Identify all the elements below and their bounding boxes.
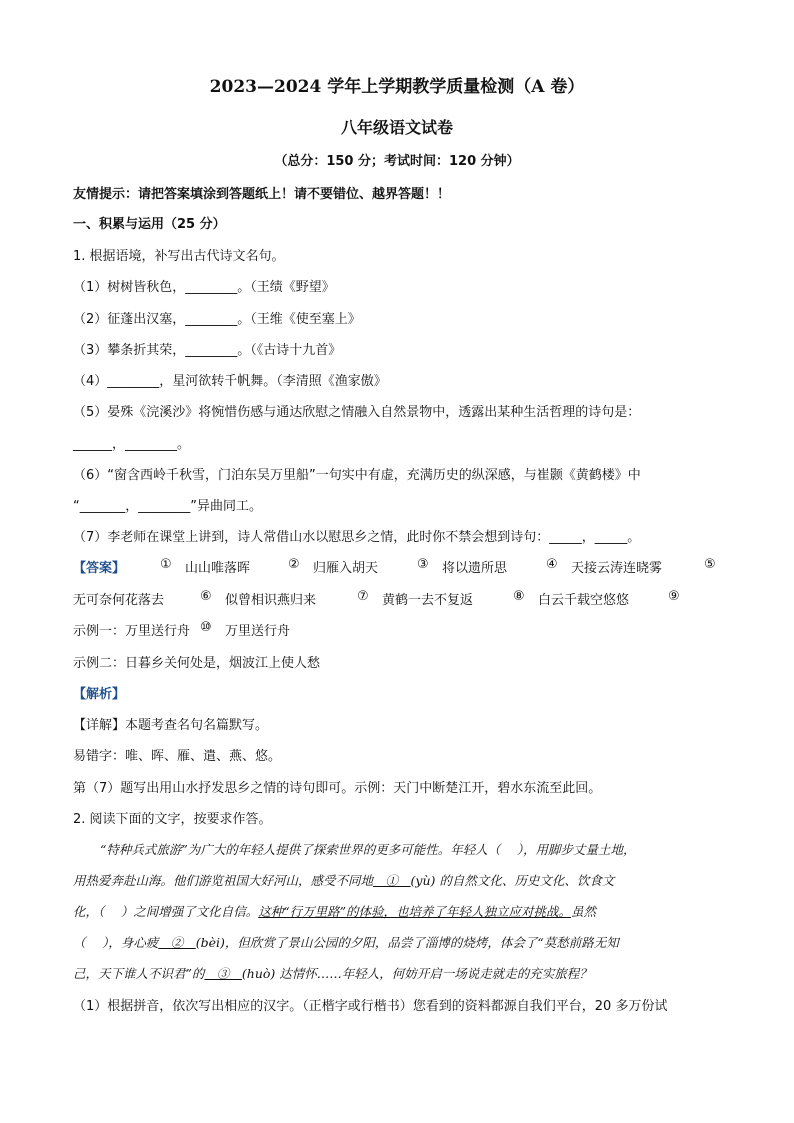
friendly-tip: 友情提示：请把答案填涂到答题纸上！请不要错位、越界答题！！ [73,187,451,202]
passage-text: （ ），身心疲 [73,935,159,950]
question-1-item: “_______，________”异曲同工。 [73,499,262,514]
answer-number: ② [288,557,300,572]
answer-text: 山山唯落晖 [185,561,251,576]
analysis-label: 【解析】 [73,687,126,702]
answer-text: 万里送行舟 [225,624,291,639]
passage-text: (huò) 达情怀……年轻人，何妨开启一场说走就走的充实旅程？ [241,966,592,981]
question-1-item: （3）攀条折其荣，________。（《古诗十九首》 [73,343,342,358]
answer-text: 无可奈何花落去 [73,593,165,608]
question-1-stem: 1. 根据语境，补写出古代诗文名句。 [73,249,285,264]
answer-number: ⑦ [357,589,369,604]
answer-number: ⑤ [704,557,716,572]
section-heading: 一、积累与运用（25 分） [73,217,226,232]
passage-text: 化，（ ）之间增强了文化自信。 [73,904,259,919]
passage-text: (yù) 的自然文化、历史文化、饮食文 [410,873,615,888]
question-1-item: ______，________。 [73,437,191,452]
answer-text: 归雁入胡天 [313,561,379,576]
passage-text: 用热爱奔赴山海。他们游览祖国大好河山，感受不同地 [73,873,374,888]
answer-number: ③ [417,557,429,572]
blank-2: ② [158,935,196,950]
exam-meta: （总分：150 分；考试时间：120 分钟） [274,154,520,169]
answer-number: ⑥ [200,589,212,604]
analysis-detail: 【详解】本题考查名句名篇默写。 [73,718,269,733]
passage-line [73,871,614,889]
passage-line [73,902,596,920]
answer-text: 似曾相识燕归来 [225,593,317,608]
answer-number: ④ [546,557,558,572]
page-title: 2023—2024 学年上学期教学质量检测（A 卷） [209,77,585,97]
analysis-note: 第（7）题写出用山水抒发思乡之情的诗句即可。示例：天门中断楚江开，碧水东流至此回。 [73,781,602,796]
passage-line [73,964,592,982]
answer-number: ⑩ [200,620,212,635]
passage-text: 虽然 [571,904,597,919]
question-1-item: （2）征蓬出汉塞，________。（王维《使至塞上》 [73,312,361,327]
analysis-errors: 易错字：唯、晖、雁、遣、燕、悠。 [73,749,282,764]
passage-line: “特种兵式旅游”为广大的年轻人提供了探索世界的更多可能性。年轻人（ ），用脚步丈量土地， [100,842,636,857]
blank-1: ① [373,873,411,888]
passage-line [73,933,619,951]
answer-number: ⑧ [513,589,525,604]
question-1-item: （7）李老师在课堂上讲到，诗人常借山水以慰思乡之情，此时你不禁会想到诗句：_____，_____。 [73,530,641,545]
question-2-stem: 2. 阅读下面的文字，按要求作答。 [73,812,272,827]
answer-text: 示例一：万里送行舟 [73,624,191,639]
question-1-item: （1）树树皆秋色，________。（王绩《野望》 [73,280,335,295]
question-1-item: （6）“窗含西岭千秋雪，门泊东吴万里船”一句实中有虚，充满历史的纵深感，与崔颢《黄鹤楼》中 [73,468,641,483]
question-1-item: （4）________，星河欲转千帆舞。（李清照《渔家傲》 [73,374,387,389]
underlined-sentence: 这种“行万里路”的体验，也培养了年轻人独立应对挑战。 [258,904,572,919]
answer-number: ① [160,557,172,572]
question-1-item: （5）晏殊《浣溪沙》将惋惜伤感与通达欣慰之情融入自然景物中，透露出某种生活哲理的诗句是： [73,405,641,420]
answer-example-2: 示例二：日暮乡关何处是，烟波江上使人愁 [73,656,321,671]
passage-text: (bèi)，但欣赏了景山公园的夕阳，品尝了淄博的烧烤，体会了“莫愁前路无知 [195,935,619,950]
answer-text: 将以遗所思 [442,561,508,576]
answer-label: 【答案】 [73,561,126,576]
answer-text: 白云千载空悠悠 [538,593,630,608]
answer-text: 黄鹤一去不复返 [382,593,474,608]
paper-subtitle: 八年级语文试卷 [340,118,453,137]
answer-text: 天接云涛连晓雾 [571,561,663,576]
blank-3: ③ [204,966,242,981]
question-2-sub1: （1）根据拼音，依次写出相应的汉字。（正楷字或行楷书）您看到的资料都源自我们平台，20 多万份试 [73,999,668,1014]
answer-number: ⑨ [668,589,680,604]
passage-text: 己，天下谁人不识君”的 [73,966,205,981]
